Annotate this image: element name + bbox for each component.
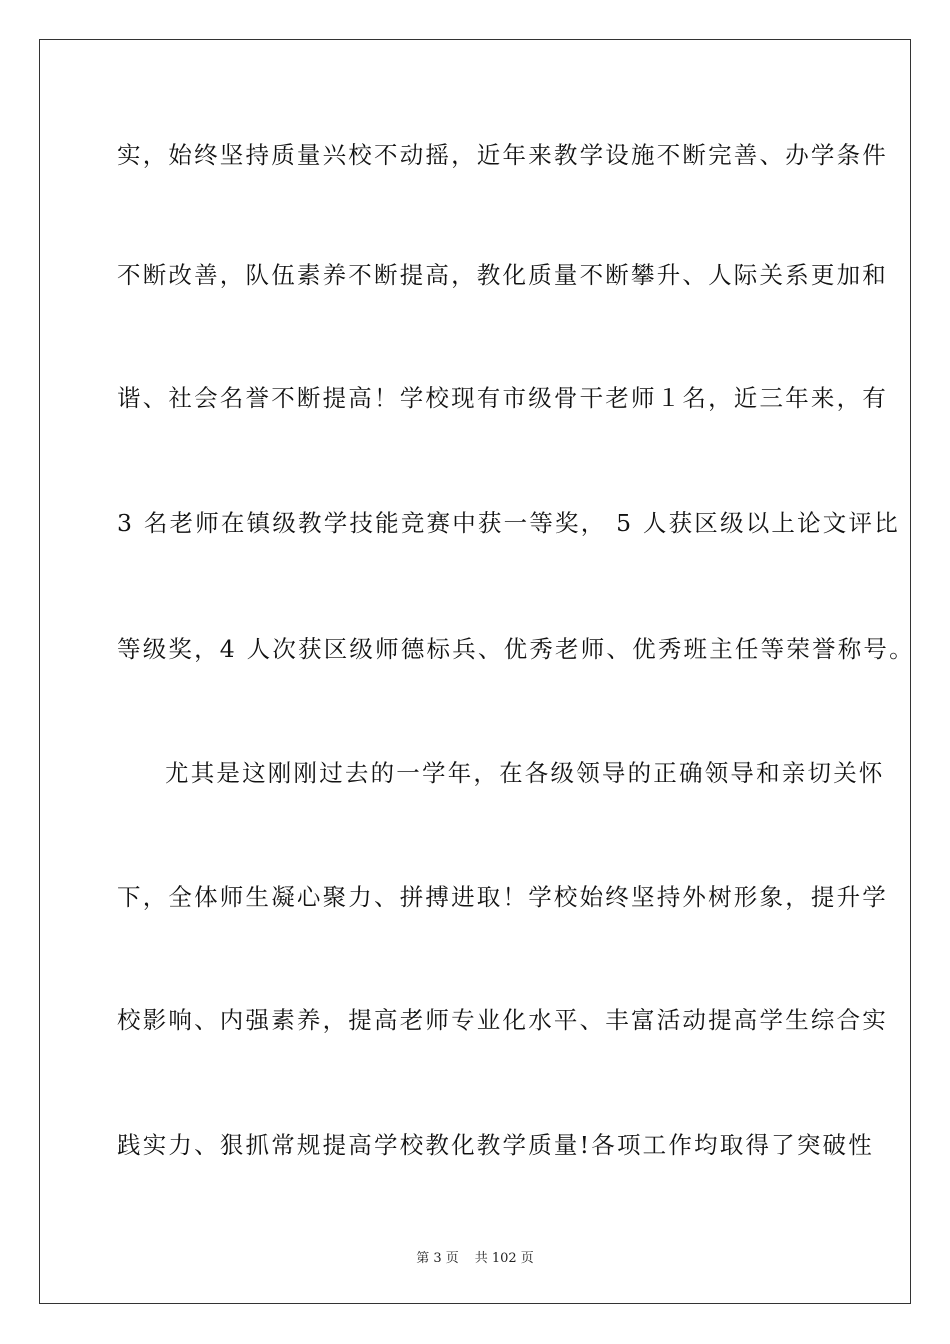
page-border xyxy=(39,39,915,1304)
body-text-line: 谐、社会名誉不断提高！学校现有市级骨干老师１名，近三年来，有 xyxy=(117,384,888,412)
body-text-line: 实，始终坚持质量兴校不动摇，近年来教学设施不断完善、办学条件 xyxy=(117,141,888,169)
page-number: 第 3 页 xyxy=(416,1251,459,1266)
body-text-line: 3 名老师在镇级教学技能竞赛中获一等奖， 5 人获区级以上论文评比 xyxy=(117,509,900,537)
body-text-line: 等级奖，4 人次获区级师德标兵、优秀老师、优秀班主任等荣誉称号。 xyxy=(117,635,915,663)
body-text-line: 校影响、内强素养，提高老师专业化水平、丰富活动提高学生综合实 xyxy=(117,1006,888,1034)
page-total: 共 102 页 xyxy=(474,1251,534,1266)
body-text-line: 践实力、狠抓常规提高学校教化教学质量!各项工作均取得了突破性 xyxy=(117,1131,874,1159)
page-footer xyxy=(0,1247,950,1266)
body-text-line: 尤其是这刚刚过去的一学年，在各级领导的正确领导和亲切关怀 xyxy=(165,759,885,787)
body-text-line: 下，全体师生凝心聚力、拼搏进取！学校始终坚持外树形象，提升学 xyxy=(117,883,888,911)
body-text-line: 不断改善，队伍素养不断提高，教化质量不断攀升、人际关系更加和 xyxy=(117,261,888,289)
